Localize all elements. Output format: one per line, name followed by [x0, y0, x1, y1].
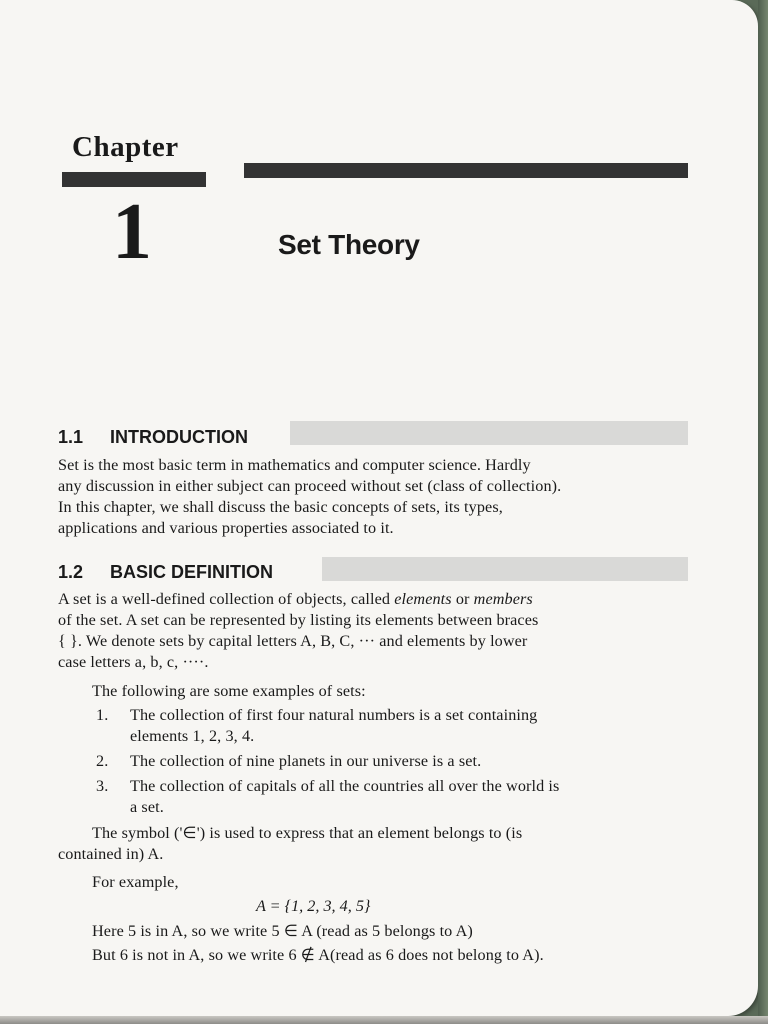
- section-number: 1.1: [58, 427, 84, 447]
- section-shade: [290, 421, 688, 445]
- list-number: 1.: [96, 706, 109, 724]
- list-item: [96, 751, 692, 772]
- list-item: [96, 776, 692, 818]
- list-text: The collection of first four natural numbers is a set containing elements 1, 2, 3, 4.: [130, 706, 538, 745]
- example-but-line: But 6 is not in A, so we write 6 ∉ A(read as 6 does not belong to A).: [92, 946, 544, 964]
- list-text: The collection of capitals of all the countries all over the world is a set.: [130, 777, 560, 816]
- definition-paragraph: [58, 589, 690, 673]
- chapter-title: Set Theory: [278, 229, 420, 260]
- symbol-line: The symbol ('∈') is used to express that an element belongs to (is: [92, 824, 523, 842]
- chapter-number: 1: [112, 188, 152, 276]
- definition-line: case letters a, b, c, ····.: [58, 653, 209, 671]
- page-side-edge: [758, 0, 768, 1024]
- page-bottom-edge: [0, 1016, 768, 1024]
- example-here-line: Here 5 is in A, so we write 5 ∈ A (read as 5 belongs to A): [92, 922, 473, 940]
- set-expression: A = {1, 2, 3, 4, 5}: [256, 897, 371, 915]
- definition-line: of the set. A set can be represented by listing its elements between braces: [58, 611, 539, 629]
- definition-line: { }. We denote sets by capital letters A, B, C, ··· and elements by lower: [58, 632, 528, 650]
- chapter-label: Chapter: [72, 131, 179, 163]
- list-number: 3.: [96, 777, 109, 795]
- chapter-rule-right: [244, 163, 688, 178]
- section-title: BASIC DEFINITION: [110, 562, 274, 582]
- symbol-paragraph: [58, 823, 690, 865]
- section-number: 1.2: [58, 562, 84, 582]
- chapter-rule-left: [62, 172, 206, 187]
- intro-line: any discussion in either subject can proceed without set (class of collection).: [58, 477, 562, 495]
- intro-paragraph: [58, 455, 690, 539]
- term-elements: elements: [394, 590, 452, 608]
- intro-line: Set is the most basic term in mathematics and computer science. Hardly: [58, 456, 531, 474]
- symbol-line: contained in) A.: [58, 845, 164, 863]
- term-members: members: [473, 590, 533, 608]
- definition-line: A set is a well-defined collection of objects, called elements or members: [58, 590, 533, 608]
- list-text: The collection of nine planets in our universe is a set.: [130, 752, 482, 770]
- for-example-label: For example,: [92, 873, 179, 891]
- intro-line: In this chapter, we shall discuss the basic concepts of sets, its types,: [58, 498, 503, 516]
- list-number: 2.: [96, 752, 109, 770]
- intro-line: applications and various properties associated to it.: [58, 519, 394, 537]
- examples-intro: The following are some examples of sets:: [92, 682, 366, 700]
- list-item: [96, 705, 692, 747]
- section-shade: [322, 557, 688, 581]
- section-title: INTRODUCTION: [110, 427, 248, 447]
- examples-list: [96, 705, 692, 818]
